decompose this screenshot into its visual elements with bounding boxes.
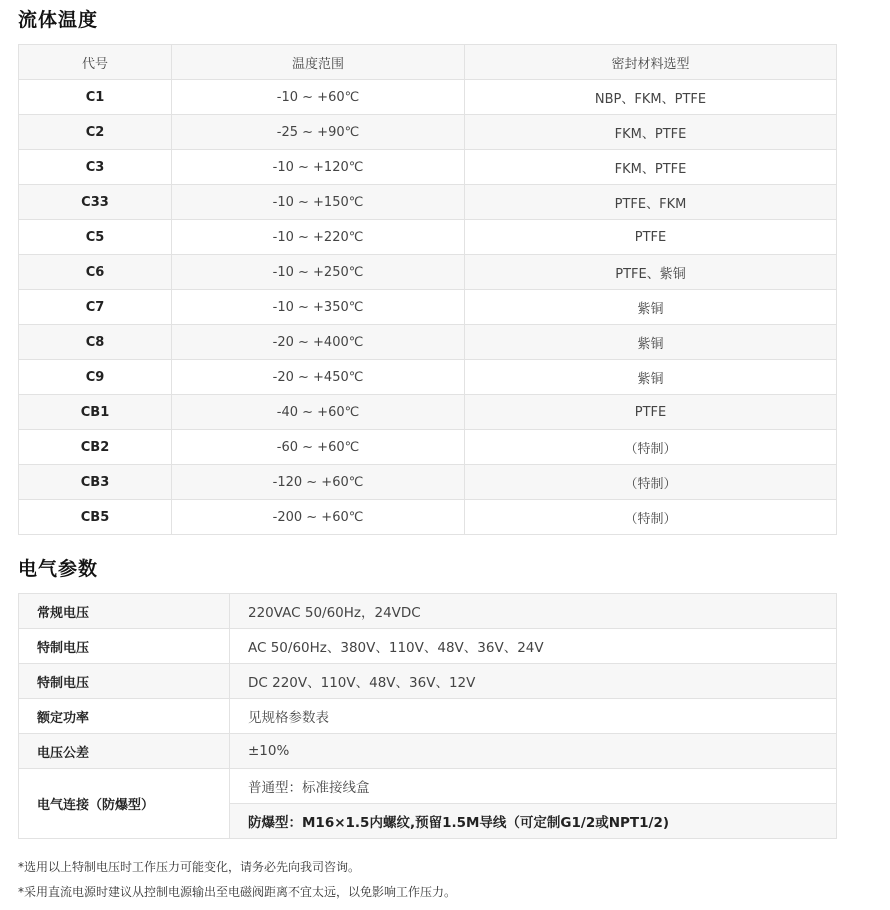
seal-material-cell: PTFE xyxy=(465,395,837,430)
parameter-label: 电压公差 xyxy=(19,734,230,769)
seal-material-cell: FKM、PTFE xyxy=(465,115,837,150)
fluid-temperature-title: 流体温度 xyxy=(18,9,99,31)
code-cell: C9 xyxy=(19,360,172,395)
code-cell: C1 xyxy=(19,80,172,115)
parameter-value: DC 220V、110V、48V、36V、12V xyxy=(230,664,837,699)
table-row xyxy=(19,325,837,360)
parameter-label: 特制电压 xyxy=(19,664,230,699)
seal-material-cell: 紫铜 xyxy=(465,325,837,360)
seal-material-cell: （特制） xyxy=(465,430,837,465)
parameter-label: 常规电压 xyxy=(19,594,230,629)
table-row xyxy=(19,220,837,255)
temperature-range-cell: -120 ~ +60℃ xyxy=(172,465,465,500)
code-cell: CB1 xyxy=(19,395,172,430)
seal-material-cell: （特制） xyxy=(465,465,837,500)
parameter-value: 220VAC 50/60Hz，24VDC xyxy=(230,594,837,629)
header-code: 代号 xyxy=(19,45,172,80)
seal-material-cell: NBP、FKM、PTFE xyxy=(465,80,837,115)
note-dc-power: *采用直流电源时建议从控制电源输出至电磁阀距离不宜太远，以免影响工作压力。 xyxy=(18,885,457,899)
table-row xyxy=(19,500,837,535)
temperature-range-cell: -10 ~ +220℃ xyxy=(172,220,465,255)
parameter-label: 额定功率 xyxy=(19,699,230,734)
seal-material-cell: PTFE xyxy=(465,220,837,255)
table-row xyxy=(19,150,837,185)
header-seal-material: 密封材料选型 xyxy=(465,45,837,80)
temperature-range-cell: -10 ~ +350℃ xyxy=(172,290,465,325)
seal-material-cell: PTFE、FKM xyxy=(465,185,837,220)
table-row xyxy=(19,395,837,430)
temperature-range-cell: -25 ~ +90℃ xyxy=(172,115,465,150)
seal-material-cell: FKM、PTFE xyxy=(465,150,837,185)
parameter-value: 见规格参数表 xyxy=(230,699,837,734)
temperature-range-cell: -10 ~ +120℃ xyxy=(172,150,465,185)
electrical-parameters-table xyxy=(18,593,837,839)
temperature-range-cell: -40 ~ +60℃ xyxy=(172,395,465,430)
table-row xyxy=(19,255,837,290)
table-row xyxy=(19,80,837,115)
table-row xyxy=(19,430,837,465)
table-row xyxy=(19,734,837,769)
seal-material-cell: 紫铜 xyxy=(465,360,837,395)
code-cell: C3 xyxy=(19,150,172,185)
electrical-parameters-title: 电气参数 xyxy=(18,558,99,580)
temperature-range-cell: -10 ~ +250℃ xyxy=(172,255,465,290)
code-cell: C8 xyxy=(19,325,172,360)
parameter-label: 特制电压 xyxy=(19,629,230,664)
temperature-range-cell: -10 ~ +150℃ xyxy=(172,185,465,220)
table-row xyxy=(19,465,837,500)
code-cell: CB5 xyxy=(19,500,172,535)
table-row xyxy=(19,664,837,699)
parameter-value: ±10% xyxy=(230,734,837,769)
table-row xyxy=(19,594,837,629)
table-row xyxy=(19,115,837,150)
temperature-range-cell: -20 ~ +400℃ xyxy=(172,325,465,360)
connection-normal-value: 普通型：标准接线盒 xyxy=(230,769,837,804)
note-special-voltage: *选用以上特制电压时工作压力可能变化，请务必先向我司咨询。 xyxy=(18,860,361,874)
table-row xyxy=(19,629,837,664)
temperature-range-cell: -10 ~ +60℃ xyxy=(172,80,465,115)
connection-explosion-value: 防爆型：M16×1.5内螺纹,预留1.5M导线（可定制G1/2或NPT1/2) xyxy=(230,804,837,839)
parameter-value: AC 50/60Hz、380V、110V、48V、36V、24V xyxy=(230,629,837,664)
temperature-range-cell: -60 ~ +60℃ xyxy=(172,430,465,465)
seal-material-cell: （特制） xyxy=(465,500,837,535)
code-cell: C6 xyxy=(19,255,172,290)
code-cell: C7 xyxy=(19,290,172,325)
table-row xyxy=(19,769,837,804)
seal-material-cell: 紫铜 xyxy=(465,290,837,325)
code-cell: CB2 xyxy=(19,430,172,465)
seal-material-cell: PTFE、紫铜 xyxy=(465,255,837,290)
fluid-temperature-table xyxy=(18,44,837,535)
code-cell: C2 xyxy=(19,115,172,150)
connection-label: 电气连接（防爆型） xyxy=(19,769,230,839)
table-row xyxy=(19,290,837,325)
table-row xyxy=(19,699,837,734)
table-row xyxy=(19,185,837,220)
temperature-range-cell: -20 ~ +450℃ xyxy=(172,360,465,395)
table-header-row xyxy=(19,45,837,80)
header-temperature-range: 温度范围 xyxy=(172,45,465,80)
table-row xyxy=(19,360,837,395)
temperature-range-cell: -200 ~ +60℃ xyxy=(172,500,465,535)
code-cell: C5 xyxy=(19,220,172,255)
code-cell: C33 xyxy=(19,185,172,220)
code-cell: CB3 xyxy=(19,465,172,500)
